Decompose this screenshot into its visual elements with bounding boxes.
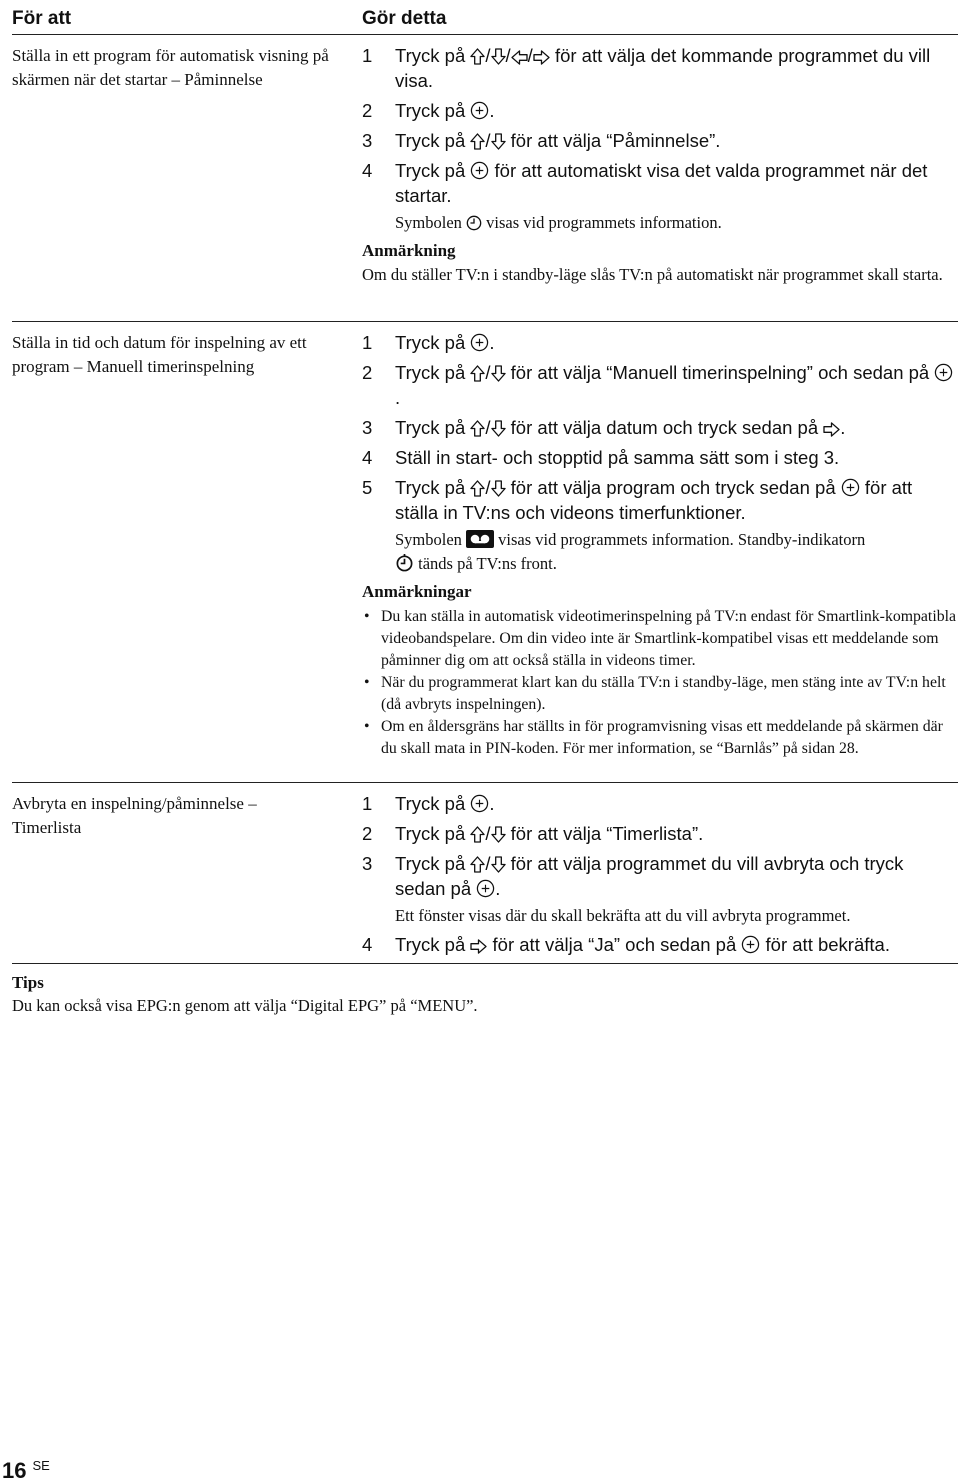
arrow-up-icon xyxy=(470,365,485,382)
table-row-timer-list xyxy=(12,783,958,964)
arrow-up-icon xyxy=(470,48,485,65)
clock-icon xyxy=(466,215,482,231)
task-steps xyxy=(362,35,958,321)
table-header xyxy=(12,0,958,35)
list-item: • När du programmerat klart kan du ställa TV:n i standby-läge, men stäng inte av TV:n helt (då avbryts inspelningen). xyxy=(364,674,946,713)
table-row-reminder xyxy=(12,35,958,322)
step-item: 4 Tryck på för att automatiskt visa det valda programmet när det startar. xyxy=(362,160,928,206)
step-item: 4 Tryck på för att välja “Ja” och sedan på för att bekräfta. xyxy=(362,934,890,955)
ok-circle-icon xyxy=(470,101,489,120)
arrow-down-icon xyxy=(491,365,506,382)
arrow-up-icon xyxy=(470,856,485,873)
note-text: Om du ställer TV:n i standby-läge slås TV:n på automatiskt när programmet skall starta. xyxy=(362,265,943,284)
step-item: 2 Tryck på . xyxy=(362,100,495,121)
step-item: 1 Tryck på . xyxy=(362,332,495,353)
step-item: 4 Ställ in start- och stopptid på samma sätt som i steg 3. xyxy=(362,447,840,468)
list-item: • Om en åldersgräns har ställts in för programvisning visas ett meddelande på skärmen där du skall mata in PIN-koden. För mer information, se “Barnlås” på sidan 28. xyxy=(364,718,943,757)
ok-circle-icon xyxy=(841,478,860,497)
arrow-up-icon xyxy=(470,420,485,437)
arrow-down-icon xyxy=(491,856,506,873)
step-item: 1 Tryck på / / / för att välja det kommande programmet du vill visa. xyxy=(362,45,931,91)
notes-heading: Anmärkningar xyxy=(362,582,472,601)
tips-text: Du kan också visa EPG:n genom att välja “Digital EPG” på “MENU”. xyxy=(12,996,478,1015)
arrow-down-icon xyxy=(491,48,506,65)
arrow-left-icon xyxy=(511,50,528,65)
arrow-right-icon xyxy=(470,939,487,954)
page-number-value: 16 xyxy=(2,1458,27,1483)
ok-circle-icon xyxy=(741,935,760,954)
step-item: 3 Tryck på / för att välja programmet du vill avbryta och tryck sedan på . xyxy=(362,853,904,899)
ok-circle-icon xyxy=(470,794,489,813)
notes-list xyxy=(362,606,958,760)
arrow-up-icon xyxy=(470,826,485,843)
arrow-down-icon xyxy=(491,826,506,843)
ok-circle-icon xyxy=(476,879,495,898)
tips-heading: Tips xyxy=(12,973,44,992)
step-item: 3 Tryck på / för att välja datum och tryck sedan på . xyxy=(362,417,846,438)
step-item: 5 Tryck på / för att välja program och tryck sedan på för att ställa in TV:ns och videons timerfunktioner. xyxy=(362,477,913,523)
step-item: 1 Tryck på . xyxy=(362,793,495,814)
vcr-tape-icon xyxy=(466,530,494,548)
ok-circle-icon xyxy=(470,333,489,352)
header-col-action: Gör detta xyxy=(362,8,447,29)
arrow-right-icon xyxy=(533,50,550,65)
task-label: Ställa in tid och datum för inspelning av ett program – Manuell timerinspelning xyxy=(12,333,307,376)
arrow-down-icon xyxy=(491,480,506,497)
note-heading: Anmärkning xyxy=(362,241,456,260)
tips-section xyxy=(12,972,478,1018)
step-subtext: Ett fönster visas där du skall bekräfta att du vill avbryta programmet. xyxy=(395,906,851,925)
step-item: 2 Tryck på / för att välja “Timerlista”. xyxy=(362,823,704,844)
task-steps xyxy=(362,783,958,963)
arrow-down-icon xyxy=(491,133,506,150)
arrow-up-icon xyxy=(470,133,485,150)
task-steps xyxy=(362,322,958,782)
step-item: 3 Tryck på / för att välja “Påminnelse”. xyxy=(362,130,721,151)
task-label: Avbryta en inspelning/påminnelse – Timerlista xyxy=(12,794,257,837)
list-item: • Du kan ställa in automatisk videotimerinspelning på TV:n endast för Smartlink-kompatibla videobandspelare. Om din video inte är Smartlink-kompatibel visas ett meddelande som påminner dig om att också ställa in videons timer. xyxy=(364,608,957,669)
ok-circle-icon xyxy=(470,161,489,180)
arrow-down-icon xyxy=(491,420,506,437)
step-subtext: Symbolen visas vid programmets information. Standby-indikatorn tänds på TV:ns front. xyxy=(395,530,866,573)
ok-circle-icon xyxy=(934,363,953,382)
document-page xyxy=(12,0,958,964)
timer-indicator-icon xyxy=(395,553,414,572)
arrow-up-icon xyxy=(470,480,485,497)
page-number xyxy=(2,1458,50,1484)
step-subtext: Symbolen visas vid programmets information. xyxy=(395,213,722,232)
header-col-task: För att xyxy=(12,8,72,29)
table-row-manual-timer xyxy=(12,322,958,783)
step-item: 2 Tryck på / för att välja “Manuell timerinspelning” och sedan på . xyxy=(362,360,958,410)
task-label: Ställa in ett program för automatisk visning på skärmen när det startar – Påminnelse xyxy=(12,46,329,89)
arrow-right-icon xyxy=(823,422,840,437)
language-code: SE xyxy=(32,1458,50,1473)
